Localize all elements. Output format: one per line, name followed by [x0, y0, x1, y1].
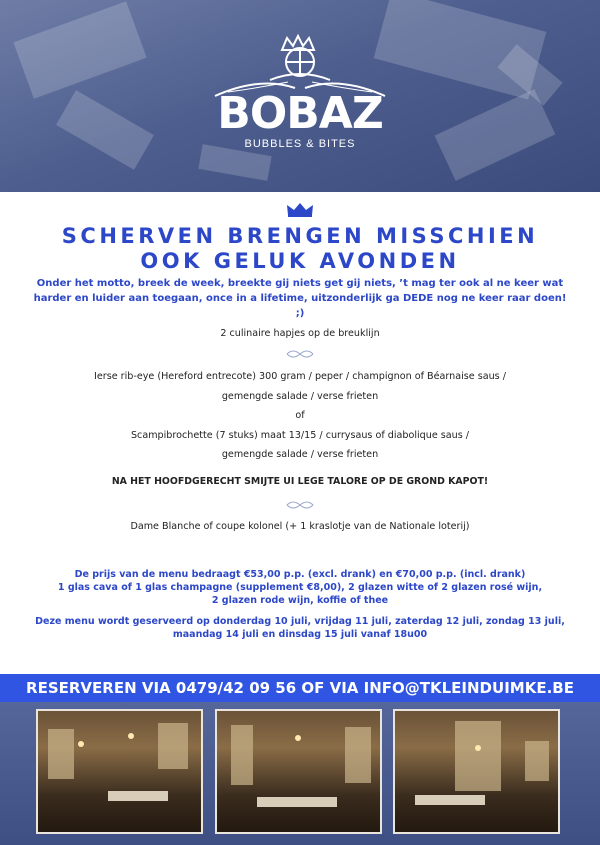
price-line-1: De prijs van de menu bedraagt €53,00 p.p. (excl. drank) en €70,00 p.p. (incl. drank)	[74, 569, 526, 580]
header-banner	[0, 0, 600, 192]
logo-tagline: BUBBLES & BITES	[244, 138, 356, 150]
dates-line-2: maandag 14 juli en dinsdag 15 juli vanaf 18u00	[172, 629, 428, 640]
menu-starter: 2 culinaire hapjes op de breuklijn	[220, 328, 380, 339]
price-line-2: 1 glas cava of 1 glas champagne (supplement €8,00), 2 glazen witte of 2 glazen rosé wijn,	[57, 582, 543, 593]
divider-ornament-icon	[285, 348, 315, 360]
dates-info	[0, 615, 600, 641]
menu-main-2-line-1: Scampibrochette (7 stuks) maat 13/15 / currysaus of diabolique saus /	[130, 430, 470, 441]
restaurant-photo	[393, 709, 560, 834]
menu-main-2-line-2: gemengde salade / verse frieten	[221, 449, 379, 460]
page-title	[0, 224, 600, 274]
restaurant-photo	[36, 709, 203, 834]
dates-line-1: Deze menu wordt geserveerd op donderdag 10 juli, vrijdag 11 juli, zaterdag 12 juli, zondag 13 juli,	[35, 616, 565, 627]
restaurant-photo	[215, 709, 382, 834]
reservation-banner: RESERVEREN VIA 0479/42 09 56 OF VIA INFO@TKLEINDUIMKE.BE	[0, 674, 600, 702]
menu-main-1-line-2: gemengde salade / verse frieten	[221, 391, 379, 402]
title-line-1: SCHERVEN BRENGEN MISSCHIEN	[61, 224, 539, 248]
photo-strip	[0, 702, 600, 845]
price-info	[0, 568, 600, 607]
intro-text: Onder het motto, breek de week, breekte gij niets get gij niets, ’t mag ter ook al ne keer wat harder en luider aan toegaan, once in a lifetime, uitzonderlijk ga DEDE nog ne keer raar doen! ;)	[33, 278, 567, 319]
logo-wordmark: BOBAZ	[217, 88, 383, 139]
crown-icon	[285, 202, 315, 218]
menu-plate-smash-note: NA HET HOOFDGERECHT SMIJTE UI LEGE TALORE OP DE GROND KAPOT!	[111, 476, 489, 487]
menu-main-1-line-1: Ierse rib-eye (Hereford entrecote) 300 gram / peper / champignon of Béarnaise saus /	[94, 371, 506, 382]
menu-or: of	[295, 410, 305, 421]
title-line-2: OOK GELUK AVONDEN	[140, 249, 460, 273]
divider-ornament-icon	[285, 499, 315, 511]
price-line-3: 2 glazen rode wijn, koffie of thee	[211, 595, 389, 606]
menu-dessert: Dame Blanche of coupe kolonel (+ 1 kraslotje van de Nationale loterij)	[130, 521, 470, 532]
